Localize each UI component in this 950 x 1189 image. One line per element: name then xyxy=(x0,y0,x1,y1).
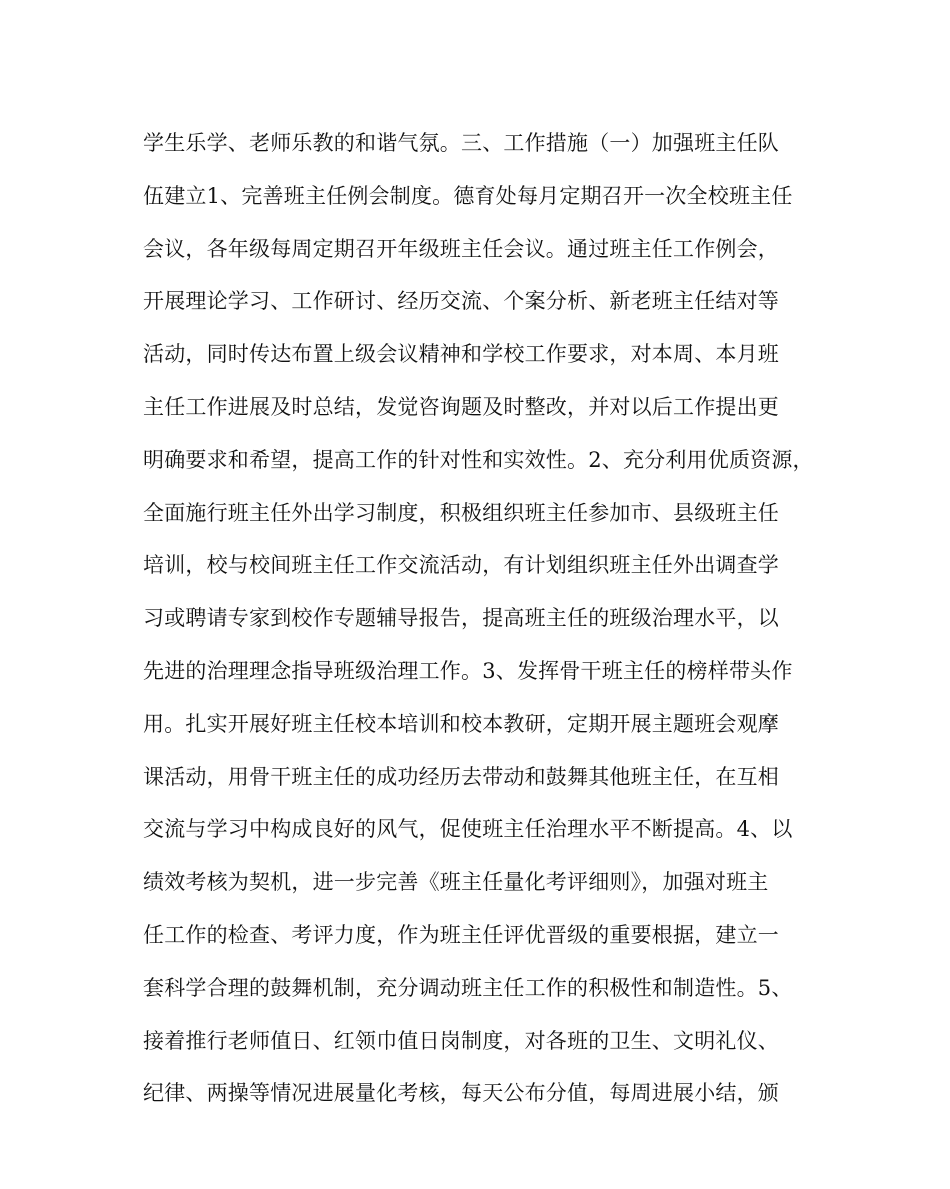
text-line: 用。扎实开展好班主任校本培训和校本教研，定期开展主题班会观摩 xyxy=(143,711,779,736)
text-line: 活动，同时传达布置上级会议精神和学校工作要求，对本周、本月班 xyxy=(143,342,779,367)
text-line: 学生乐学、老师乐教的和谐气氛。三、工作措施（一）加强班主任队 xyxy=(143,131,779,155)
text-line: 会议，各年级每周定期召开年级班主任会议。通过班主任工作例会， xyxy=(143,236,779,261)
text-line: 绩效考核为契机，进一步完善《班主任量化考评细则》，加强对班主 xyxy=(143,870,769,895)
text-line: 全面施行班主任外出学习制度，积极组织班主任参加市、县级班主任 xyxy=(143,500,779,525)
body-text xyxy=(143,128,833,1131)
text-line: 套科学合理的鼓舞机制，充分调动班主任工作的积极性和制造性。5、 xyxy=(143,975,793,1000)
text-line: 明确要求和希望，提高工作的针对性和实效性。2、充分利用优质资源， xyxy=(143,447,814,472)
text-line: 任工作的检查、考评力度，作为班主任评优晋级的重要根据，建立一 xyxy=(143,922,779,947)
text-line: 先进的治理理念指导班级治理工作。3、发挥骨干班主任的榜样带头作 xyxy=(143,658,793,683)
text-line: 接着推行老师值日、红领巾值日岗制度，对各班的卫生、文明礼仪、 xyxy=(143,1028,779,1053)
text-line: 纪律、两操等情况进展量化考核，每天公布分值，每周进展小结，颁 xyxy=(143,1081,779,1106)
text-line: 习或聘请专家到校作专题辅导报告，提高班主任的班级治理水平，以 xyxy=(143,606,779,631)
text-line: 开展理论学习、工作研讨、经历交流、个案分析、新老班主任结对等 xyxy=(143,289,779,314)
text-line: 培训，校与校间班主任工作交流活动，有计划组织班主任外出调查学 xyxy=(143,553,779,578)
text-line: 交流与学习中构成良好的风气，促使班主任治理水平不断提高。4、以 xyxy=(143,817,793,842)
text-line: 伍建立1、完善班主任例会制度。德育处每月定期召开一次全校班主任 xyxy=(143,183,793,208)
text-line: 课活动，用骨干班主任的成功经历去带动和鼓舞其他班主任，在互相 xyxy=(143,764,779,789)
text-line: 主任工作进展及时总结，发觉咨询题及时整改，并对以后工作提出更 xyxy=(143,394,779,419)
